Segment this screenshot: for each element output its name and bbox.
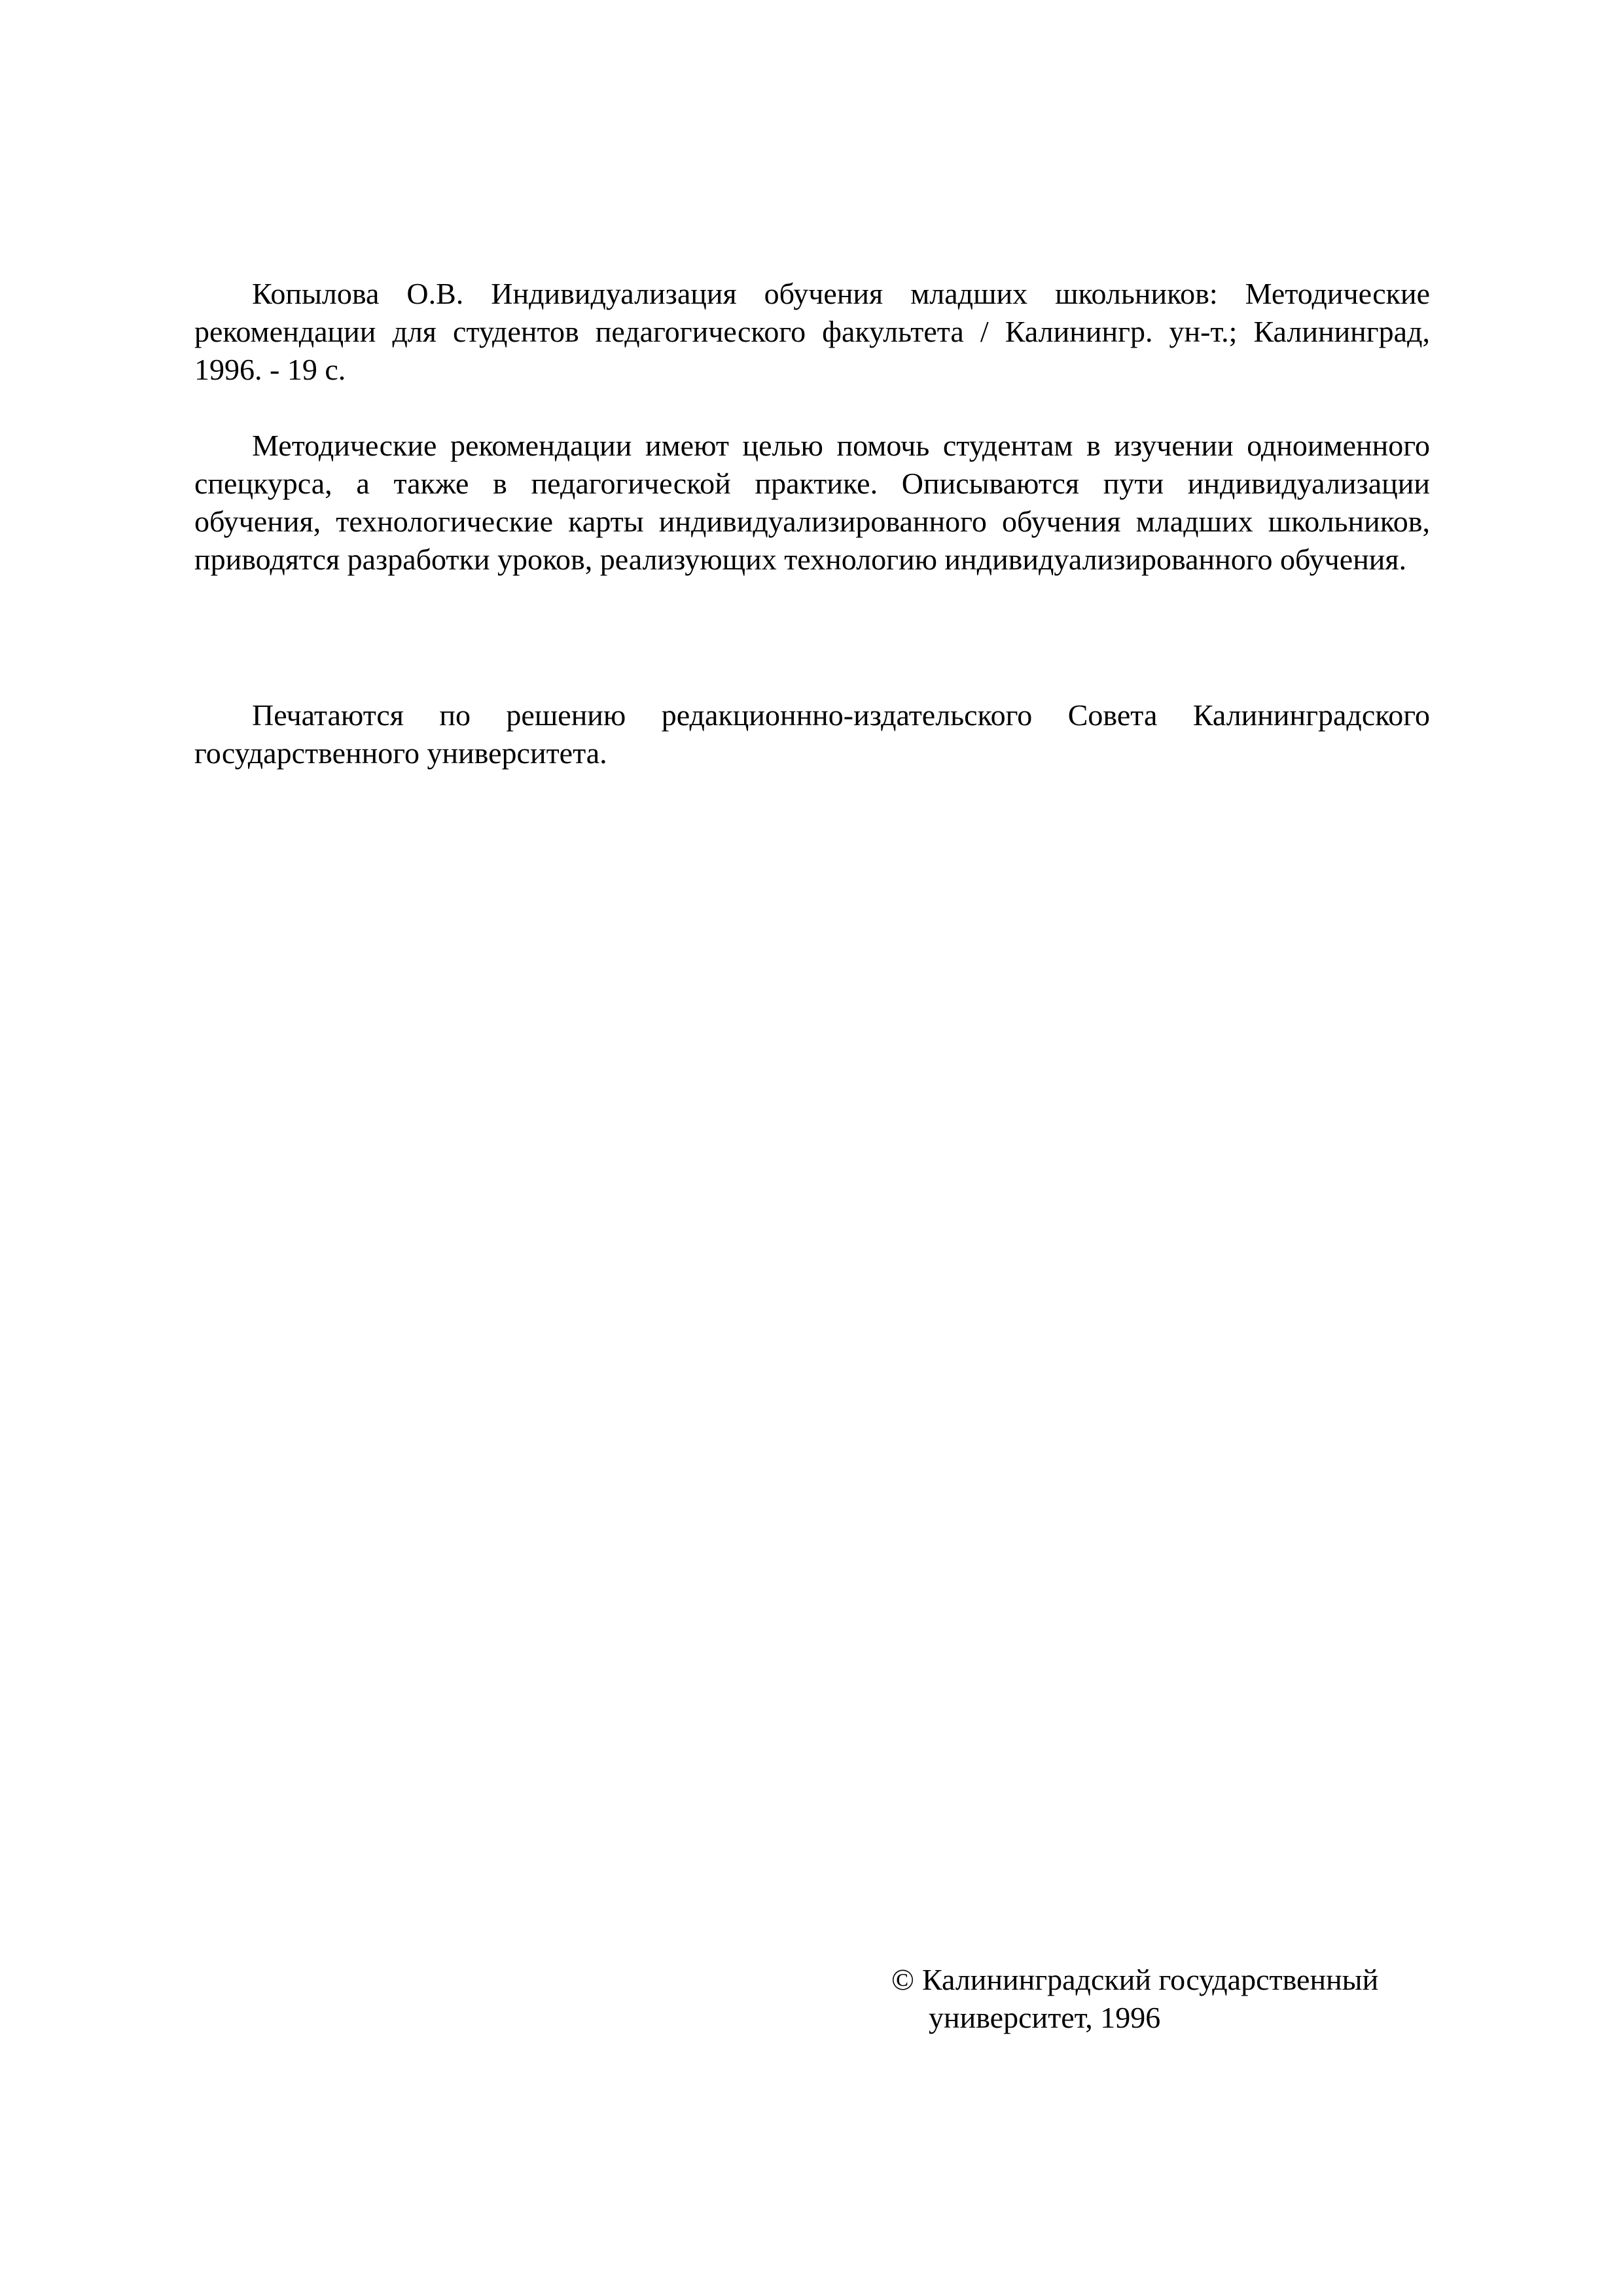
copyright-notice: [891, 1961, 1435, 2037]
copyright-line-2: университет, 1996: [929, 2001, 1161, 2034]
copyright-symbol: ©: [891, 1963, 914, 1996]
publication-approval-note: Печатаются по решению редакционнно-издательского Совета Калининградского государственного университета.: [194, 698, 1430, 770]
copyright-holder: Калининградский государственный: [921, 1963, 1379, 1996]
annotation-paragraph: Методические рекомендации имеют целью помочь студентам в изучении одноименного спецкурса, а также в педагогической практике. Описываются пути индивидуализации обучения, технологические карты индивидуализированного обучения младших школьников, приводятся разработки уроков, реализующих технологию индивидуализированного обучения.: [194, 429, 1430, 576]
bibliographic-citation: Копылова О.В. Индивидуализация обучения младших школьников: Методические рекомендации для студентов педагогического факультета / Калинингр. ун-т.; Калининград, 1996. - 19 с.: [194, 277, 1430, 386]
copyright-line-1: [891, 1961, 1435, 1999]
